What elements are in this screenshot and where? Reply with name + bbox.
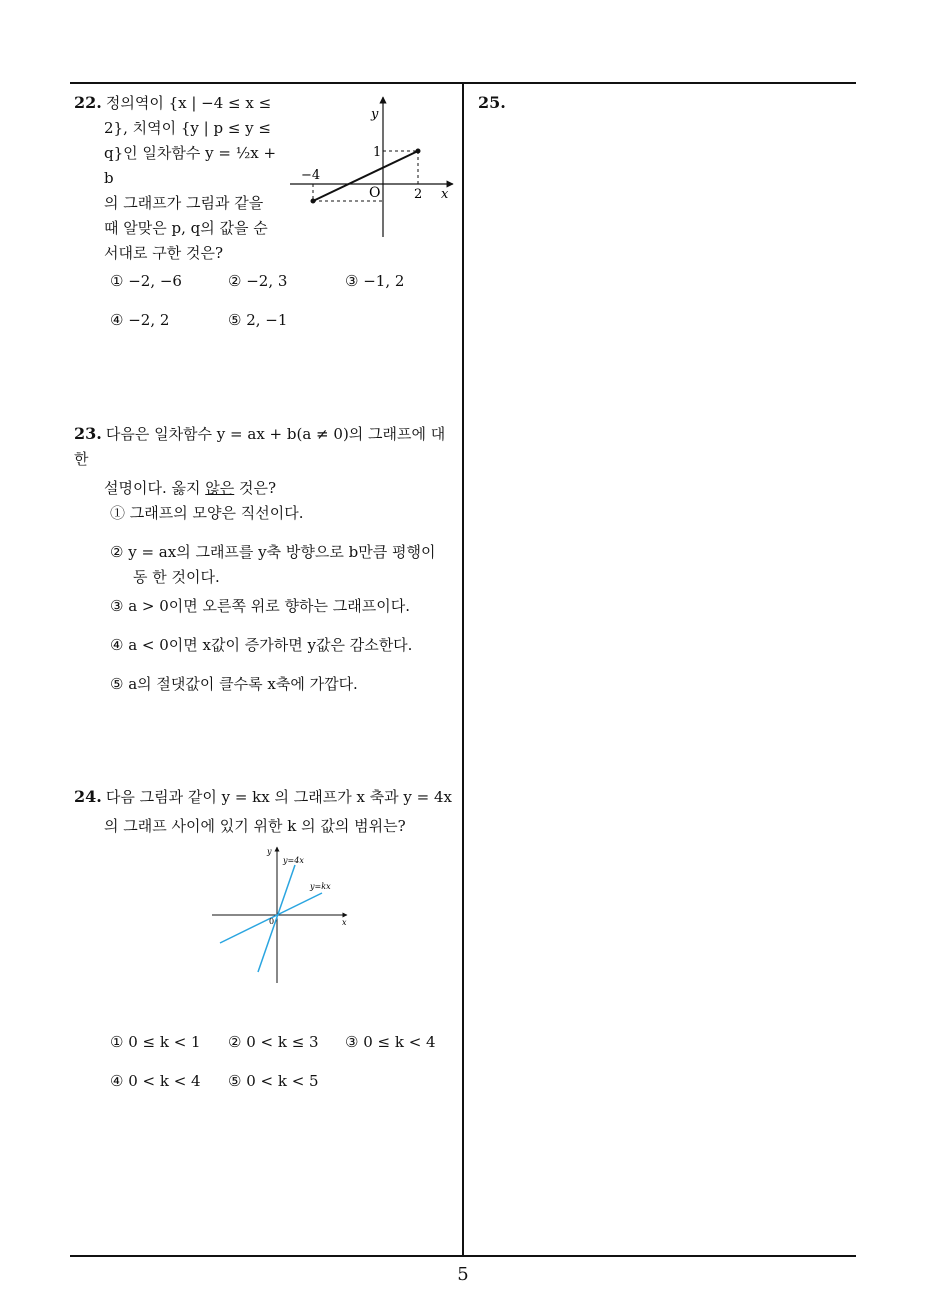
q23-stem: 것은?: [234, 479, 277, 497]
question-number: 25.: [478, 93, 506, 112]
choice[interactable]: ④ 0 < k < 4: [110, 1072, 201, 1090]
x-min-label: −4: [301, 168, 321, 183]
y-mark-label: 1: [373, 145, 382, 160]
line-label-kx: y=kx: [310, 882, 331, 891]
question-22: [74, 90, 284, 266]
line-label-4x: y=4x: [283, 856, 304, 865]
q22-line: 2}, 치역이 {y | p ≤ y ≤: [104, 119, 271, 137]
q22-line: 정의역이 {x | −4 ≤ x ≤: [105, 94, 272, 112]
page-number: 5: [457, 1264, 469, 1285]
choice[interactable]: ④ a < 0이면 x값이 증가하면 y값은 감소한다.: [110, 636, 413, 654]
q24-graph: [205, 843, 355, 983]
q24-stem: 의 그래프 사이에 있기 위한 k 의 값의 범위는?: [104, 817, 406, 835]
choice[interactable]: ① 0 ≤ k < 1: [110, 1033, 201, 1051]
y-axis-label: y: [371, 107, 379, 122]
choice[interactable]: ② −2, 3: [228, 272, 288, 290]
choice[interactable]: ⑤ 0 < k < 5: [228, 1072, 319, 1090]
q22-line: 때 알맞은 p, q의 값을 순: [104, 219, 268, 237]
q22-line: q}인 일차함수 y = ½x + b: [104, 144, 277, 187]
q23-stem: 다음은 일차함수 y = ax + b(a ≠ 0)의 그래프에 대한: [74, 425, 446, 468]
origin-label: 0: [269, 917, 275, 926]
bottom-rule: [70, 1255, 856, 1257]
choice-continuation: 동 한 것이다.: [133, 568, 220, 586]
x-axis-label: x: [441, 187, 449, 202]
q22-graph: [285, 92, 465, 242]
choice[interactable]: ① −2, −6: [110, 272, 182, 290]
choice[interactable]: ⑤ 2, −1: [228, 311, 288, 329]
q24-stem: 다음 그림과 같이 y = kx 의 그래프가 x 축과 y = 4x: [105, 788, 453, 806]
x-max-label: 2: [414, 187, 423, 202]
question-25: [478, 90, 510, 116]
q23-stem: 설명이다. 옳지: [104, 479, 206, 497]
choice[interactable]: ② y = ax의 그래프를 y축 방향으로 b만큼 평행이: [110, 543, 436, 561]
question-23: [74, 421, 459, 501]
emphasis-underline: 않은: [205, 479, 235, 497]
origin-label: O: [369, 185, 381, 201]
y-axis-label: y: [267, 847, 272, 856]
choice[interactable]: ③ 0 ≤ k < 4: [345, 1033, 436, 1051]
choice[interactable]: ④ −2, 2: [110, 311, 170, 329]
q22-line: 서대로 구한 것은?: [104, 244, 224, 262]
x-axis-label: x: [342, 918, 347, 927]
column-divider: [462, 82, 464, 1257]
question-number: 23.: [74, 424, 102, 443]
question-24: [74, 784, 459, 839]
function-segment: [313, 151, 418, 201]
choice[interactable]: ⑤ a의 절댓값이 클수록 x축에 가깝다.: [110, 675, 358, 693]
question-number: 24.: [74, 787, 102, 806]
question-number: 22.: [74, 93, 102, 112]
choice[interactable]: ③ −1, 2: [345, 272, 405, 290]
choice[interactable]: ① 그래프의 모양은 직선이다.: [110, 504, 304, 522]
choice[interactable]: ② 0 < k ≤ 3: [228, 1033, 319, 1051]
q22-line: 의 그래프가 그림과 같을: [104, 194, 264, 212]
choice[interactable]: ③ a > 0이면 오른쪽 위로 향하는 그래프이다.: [110, 597, 410, 615]
